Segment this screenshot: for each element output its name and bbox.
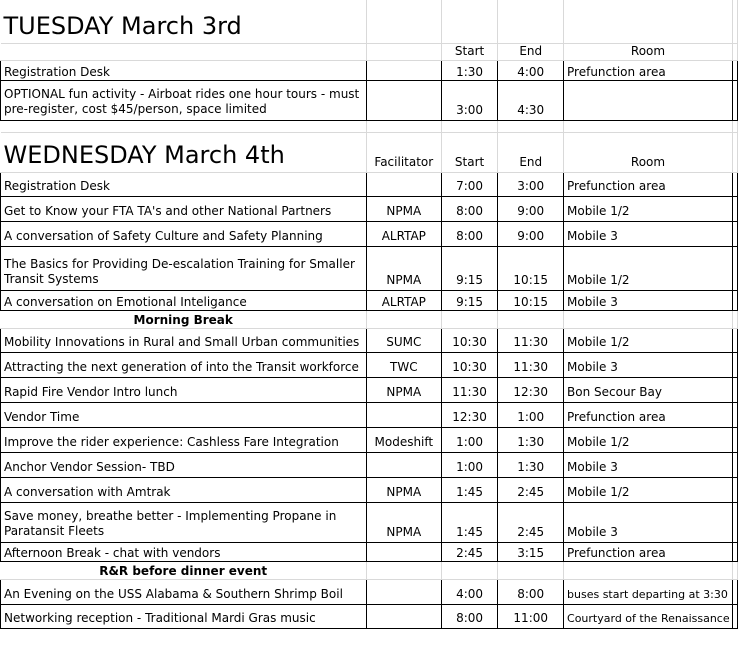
start-header: Start [441, 43, 498, 60]
table-row: A conversation with Amtrak NPMA 1:45 2:45 Mobile 1/2 [1, 477, 738, 502]
tuesday-header-row [1, 43, 738, 60]
break-row [1, 561, 738, 579]
table-row: Attracting the next generation of into the Transit workforce TWC 10:30 11:30 Mobile 3 [1, 352, 738, 377]
table-row: Registration Desk 7:00 3:00 Prefunction area [1, 172, 738, 196]
table-row: Improve the rider experience: Cashless Fare Integration Modeshift 1:00 1:30 Mobile 1/2 [1, 427, 738, 452]
table-row: Anchor Vendor Session- TBD 1:00 1:30 Mobile 3 [1, 452, 738, 477]
table-row: Networking reception - Traditional Mardi Gras music 8:00 11:00 Courtyard of the Renaissance [1, 604, 738, 628]
table-row: Save money, breathe better - Implementing Propane in Paratansit Fleets NPMA 1:45 2:45 Mobile 3 [1, 502, 738, 542]
wednesday-title: WEDNESDAY March 4th [1, 132, 367, 172]
start-header: Start [441, 132, 498, 172]
facilitator-header: Facilitator [366, 132, 441, 172]
room-header: Room [564, 43, 733, 60]
table-row: Vendor Time 12:30 1:00 Prefunction area [1, 402, 738, 427]
morning-break-label: Morning Break [1, 310, 367, 328]
table-row: Mobility Innovations in Rural and Small Urban communities SUMC 10:30 11:30 Mobile 1/2 [1, 328, 738, 352]
end-header: End [498, 43, 564, 60]
table-row: Get to Know your FTA TA's and other National Partners NPMA 8:00 9:00 Mobile 1/2 [1, 196, 738, 221]
table-row: Registration Desk 1:30 4:00 Prefunction area [1, 60, 738, 80]
table-row: An Evening on the USS Alabama & Southern Shrimp Boil 4:00 8:00 buses start departing at 3:30 [1, 579, 738, 604]
table-row: The Basics for Providing De-escalation Training for Smaller Transit Systems NPMA 9:15 10:15 Mobile 1/2 [1, 246, 738, 290]
end-header: End [498, 132, 564, 172]
room-header: Room [564, 132, 733, 172]
table-row: OPTIONAL fun activity - Airboat rides one hour tours - must pre-register, cost $45/person, space limited 3:00 4:30 [1, 80, 738, 120]
tuesday-title: TUESDAY March 3rd [1, 0, 367, 43]
break-row [1, 310, 738, 328]
table-row: Rapid Fire Vendor Intro lunch NPMA 11:30 12:30 Bon Secour Bay [1, 377, 738, 402]
table-row: A conversation of Safety Culture and Safety Planning ALRTAP 8:00 9:00 Mobile 3 [1, 221, 738, 246]
rr-break-label: R&R before dinner event [1, 561, 367, 579]
table-row: Afternoon Break - chat with vendors 2:45 3:15 Prefunction area [1, 542, 738, 561]
table-row: A conversation on Emotional Inteligance ALRTAP 9:15 10:15 Mobile 3 [1, 290, 738, 310]
